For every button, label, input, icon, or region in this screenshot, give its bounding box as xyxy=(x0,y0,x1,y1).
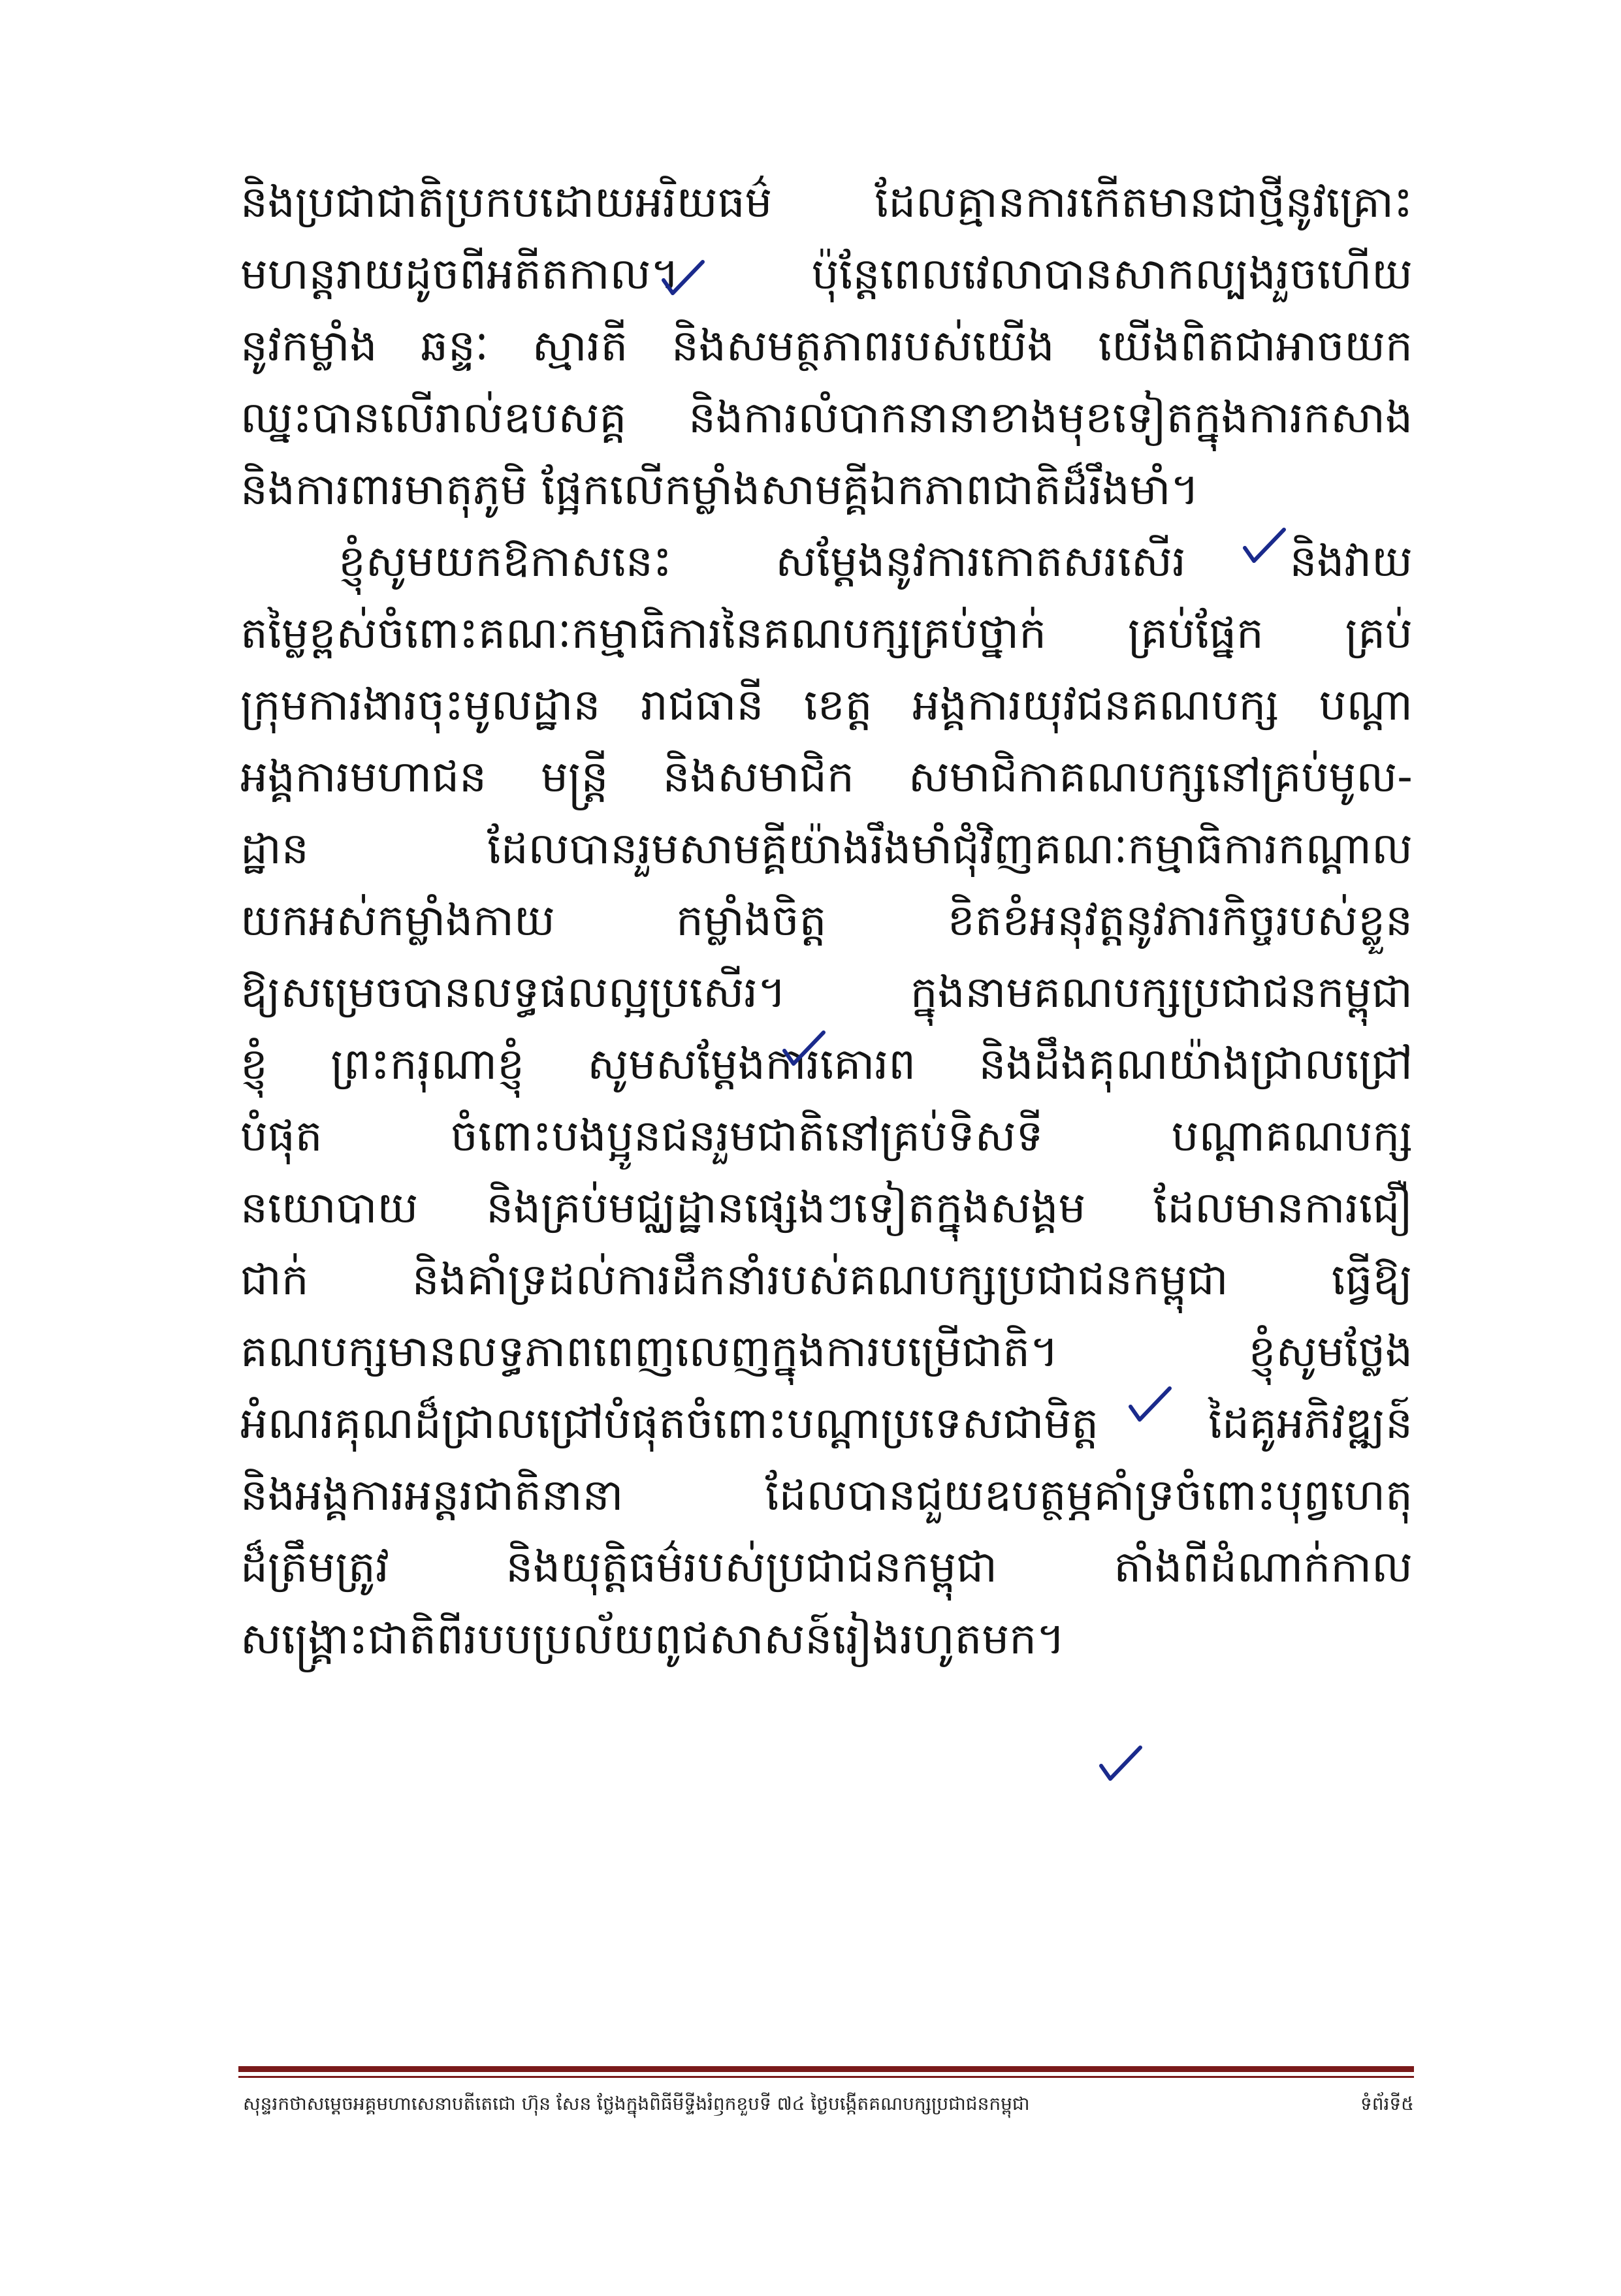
text-line: និងប្រជាជាតិប្រកបដោយអរិយធម៌ ដែលគ្មានការកើតមានជាថ្មីនូវគ្រោះ xyxy=(240,177,1413,227)
text-line: តម្លៃខ្ពស់ចំពោះគណៈកម្មាធិការនៃគណបក្សគ្រប់ថ្នាក់ គ្រប់ផ្នែក គ្រប់ xyxy=(240,608,1413,658)
text-line: ខ្ញុំសូមយកឱកាសនេះ សម្តែងនូវការកោតសរសើរ និងវាយ xyxy=(338,536,1413,586)
footer-rule-thin xyxy=(238,2076,1414,2078)
text-line: នូវកម្លាំង ឆន្ទៈ ស្មារតី និងសមត្ថភាពរបស់យើង យើងពិតជាអាចយក xyxy=(240,321,1413,371)
checkmark-annotation-icon xyxy=(660,258,705,297)
checkmark-annotation-icon xyxy=(1241,526,1287,565)
text-line: ជាក់ និងគាំទ្រដល់ការដឹកនាំរបស់គណបក្សប្រជាជនកម្ពុជា ធ្វើឱ្យ xyxy=(240,1254,1413,1305)
text-line: ឈ្នះបានលើរាល់ឧបសគ្គ និងការលំបាកនានាខាងមុខទៀតក្នុងការកសាង xyxy=(240,392,1413,443)
checkmark-annotation-icon xyxy=(1097,1744,1143,1783)
footer-rule xyxy=(238,2066,1414,2072)
page-number: ទំព័រទី៥ xyxy=(1360,2093,1414,2114)
text-line: យកអស់កម្លាំងកាយ កម្លាំងចិត្ត ខិតខំអនុវត្តនូវភារកិច្ចរបស់ខ្លួន xyxy=(240,895,1413,946)
checkmark-annotation-icon xyxy=(1127,1384,1172,1424)
text-line: និងការពារមាតុភូមិ ផ្អែកលើកម្លាំងសាមគ្គីឯកភាពជាតិដ៏រឹងមាំ។ xyxy=(240,464,1199,515)
text-line: ដ៏ត្រឹមត្រូវ និងយុត្តិធម៌របស់ប្រជាជនកម្ពុជា តាំងពីដំណាក់កាល xyxy=(240,1542,1413,1592)
text-line: បំផុត ចំពោះបងប្អូនជនរួមជាតិនៅគ្រប់ទិសទី បណ្តាគណបក្ស xyxy=(240,1111,1413,1161)
footer-caption: សុន្ទរកថាសម្តេចអគ្គមហាសេនាបតីតេជោ ហ៊ុន សែន ថ្លែងក្នុងពិធីមីទ្ទីងរំឭកខួបទី ៧៤ ថ្ងៃបង្កើតគណបក្សប្រជាជនកម្ពុជា xyxy=(243,2093,1030,2114)
text-line: មហន្តរាយដូចពីអតីតកាល។ ប៉ុន្តែពេលវេលាបានសាកល្បងរួចហើយ xyxy=(240,249,1413,299)
text-line: ឱ្យសម្រេចបានលទ្ធផលល្អប្រសើរ។ ក្នុងនាមគណបក្សប្រជាជនកម្ពុជា xyxy=(240,967,1413,1017)
text-line: ខ្ញុំ ព្រះករុណាខ្ញុំ សូមសម្តែងការគោរព និងដឹងគុណយ៉ាងជ្រាលជ្រៅ xyxy=(240,1039,1413,1089)
text-line: នយោបាយ និងគ្រប់មជ្ឈដ្ឋានផ្សេងៗទៀតក្នុងសង្គម ដែលមានការជឿ xyxy=(240,1183,1413,1233)
text-line: ក្រុមការងារចុះមូលដ្ឋាន រាជធានី ខេត្ត អង្គការយុវជនគណបក្ស បណ្តា xyxy=(240,680,1413,730)
text-line: គណបក្សមានលទ្ធភាពពេញលេញក្នុងការបម្រើជាតិ។ ខ្ញុំសូមថ្លែង xyxy=(240,1326,1413,1377)
text-line: អង្គការមហាជន មន្ត្រី និងសមាជិក សមាជិកាគណបក្សនៅគ្រប់មូល- xyxy=(240,752,1413,802)
text-line: សង្គ្រោះជាតិពីរបបប្រល័យពូជសាសន៍រៀងរហូតមក។ xyxy=(240,1614,1065,1664)
checkmark-annotation-icon xyxy=(780,1028,826,1068)
text-line: អំណរគុណដ៏ជ្រាលជ្រៅបំផុតចំពោះបណ្តាប្រទេសជាមិត្ត ដៃគូអភិវឌ្ឍន៍ xyxy=(240,1398,1413,1448)
text-line: និងអង្គការអន្តរជាតិនានា ដែលបានជួយឧបត្ថម្ភគាំទ្រចំពោះបុព្វហេតុ xyxy=(240,1470,1413,1520)
text-line: ដ្ឋាន ដែលបានរួមសាមគ្គីយ៉ាងរឹងមាំជុំវិញគណៈកម្មាធិការកណ្តាល xyxy=(240,823,1413,874)
